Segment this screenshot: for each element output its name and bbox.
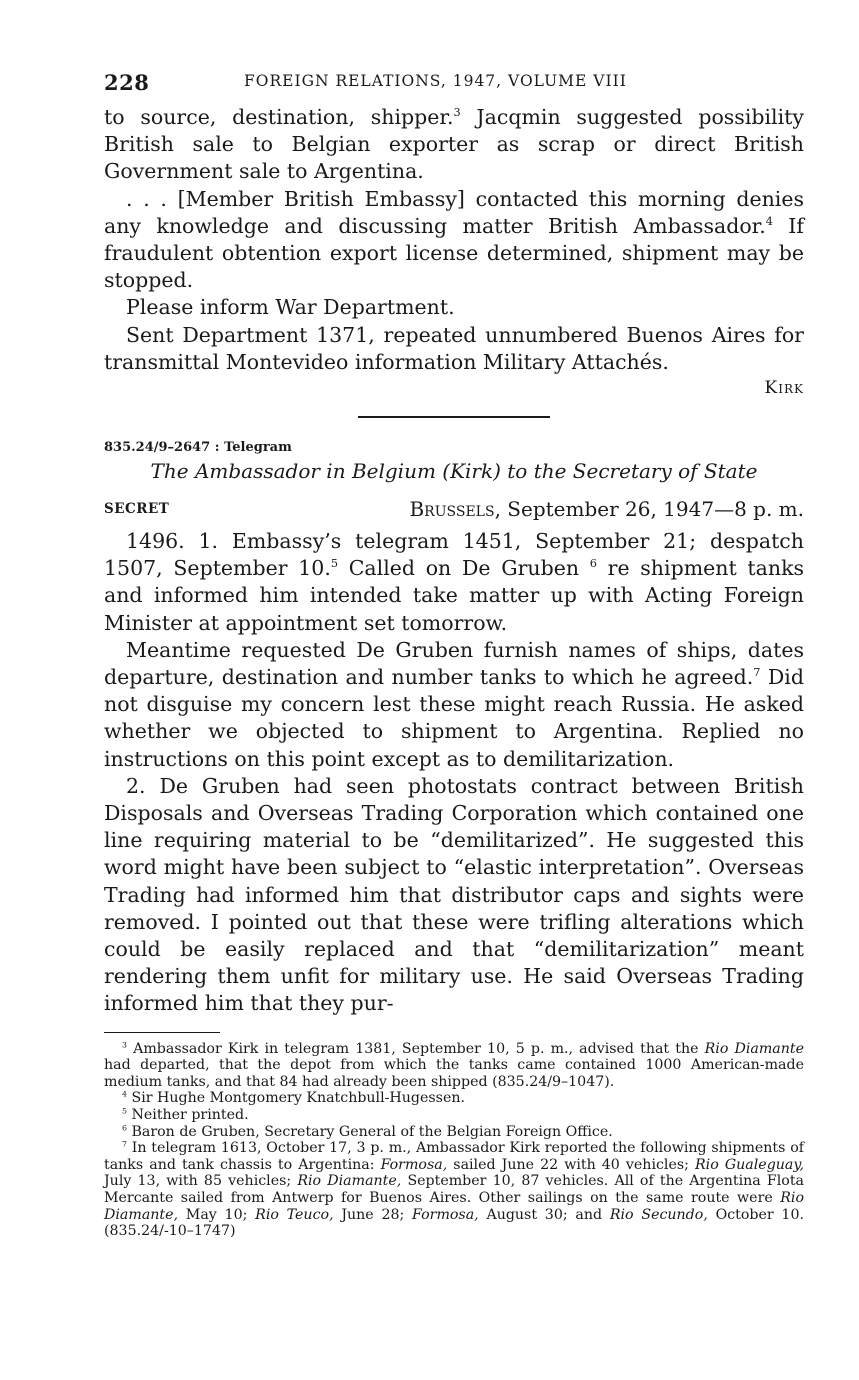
paragraph: Please inform War Department.: [126, 295, 455, 320]
text-run: Neither printed.: [126, 1107, 249, 1124]
footnote: [104, 1041, 804, 1091]
text-run: September 10, 87 vehicles. All of the Argentina Flota Mercante sailed from Antwerp for Buenos Aires. Other sailings on the same route were: [104, 1173, 804, 1207]
italic-text: Rio Diamante,: [297, 1173, 402, 1190]
italic-text: Rio Secundo,: [609, 1206, 708, 1223]
text-run: July 13, with 85 vehicles;: [104, 1173, 298, 1190]
paragraph: [104, 773, 804, 1018]
file-reference: 835.24/9–2647 : Telegram: [104, 440, 292, 456]
text-run: had departed, that the depot from which the tanks came contained 1000 American-made medium tanks, and that 84 had already been shipped (835.24/9–1047).: [104, 1057, 804, 1090]
paragraph: Sent Department 1371, repeated unnumbered Buenos Aires for transmittal Montevideo information Military Attachés.: [104, 322, 804, 374]
footnote: [104, 1140, 804, 1240]
text-run: October 10. (835.24/-10–1747): [104, 1206, 804, 1240]
text-run: Meantime requested De Gruben furnish names of ships, dates departure, destination and number tanks to which he agreed.: [104, 637, 804, 690]
footnote-marker: 5: [330, 557, 339, 571]
page: [104, 70, 804, 1240]
footnote-marker: 6: [122, 1122, 127, 1132]
italic-text: Rio Gualeguay,: [695, 1156, 805, 1173]
footnote-marker: 6: [589, 557, 597, 571]
dateline: [104, 497, 804, 524]
footnote-divider: [104, 1032, 220, 1033]
footnote-marker: 5: [122, 1106, 127, 1116]
text-run: re shipment tanks and informed him intended take matter up with Acting Foreign Minister at appointment set tomorrow.: [104, 556, 805, 635]
text-run: Did not disguise my concern lest these might reach Russia. He asked whether we objected to shipment to Argentina. Replied no instructions on this point except as to demilitarization.: [104, 665, 804, 771]
italic-text: Rio Teuco,: [255, 1206, 334, 1223]
italic-text: Rio Diamante,: [104, 1190, 804, 1223]
prev-document-body: [104, 104, 804, 376]
footnote: [104, 1090, 804, 1107]
place-and-date: [409, 497, 804, 521]
running-head: [104, 70, 804, 104]
footnote-marker: 7: [122, 1139, 127, 1149]
text-run: May 10;: [178, 1206, 256, 1223]
text-run: Ambassador Kirk in telegram 1381, September 10, 5 p. m., advised that the: [126, 1040, 705, 1057]
footnote-marker: 4: [122, 1089, 127, 1099]
page-number: 228: [104, 70, 150, 95]
text-run: June 28;: [333, 1206, 413, 1223]
text-run: 1496. 1. Embassy’s telegram 1451, September 21; despatch 1507, September 10.: [104, 529, 804, 581]
classification: SECRET: [104, 501, 170, 518]
text-run: 2. De Gruben had seen photostats contract between British Disposals and Overseas Trading Corporation which contained one line requiring material to be “demilitarized”. He suggested this word might have been subject to “elastic interpretation”. Overseas Trading had informed him that distributor caps and sights were removed. I pointed out that these were trifling alterations which could be easily replaced and that “demilitarization” meant rendering them unfit for military use. He said Overseas Trading informed him that they pur-: [104, 773, 804, 1016]
document-heading: The Ambassador in Belgium (Kirk) to the Secretary of State: [150, 459, 758, 484]
italic-text: Rio Diamante: [704, 1040, 804, 1057]
footnotes: [104, 1041, 804, 1240]
paragraph: [104, 637, 804, 773]
date-time: , September 26, 1947—8 p. m.: [494, 497, 804, 522]
signature: Kirk: [764, 378, 804, 399]
text-run: sailed June 22 with 40 vehicles;: [447, 1156, 695, 1173]
paragraph: . . . [Member British Embassy] contacted this morning denies any knowledge and discussing matter British Ambassador.$^4$ If fraudulent obtention export license determined, shipment may be stopped.: [104, 186, 804, 293]
italic-text: Formosa,: [380, 1156, 448, 1173]
section-divider: [358, 416, 550, 418]
document-body: [104, 528, 804, 1018]
text-run: Baron de Gruben, Secretary General of the Belgian Foreign Office.: [126, 1123, 613, 1140]
text-run: Called on De Gruben: [338, 556, 590, 581]
city: Brussels: [409, 497, 495, 522]
paragraph: [104, 528, 804, 637]
paragraph: to source, destination, shipper.$^3$ Jacqmin suggested possibility British sale to Belgian exporter as scrap or direct British Government sale to Argentina.: [104, 105, 804, 184]
footnote-marker: 3: [122, 1039, 127, 1049]
footnote-marker: 7: [753, 666, 761, 680]
footnote: [104, 1124, 804, 1141]
text-run: August 30; and: [478, 1206, 610, 1223]
text-run: Sir Hughe Montgomery Knatchbull-Hugessen.: [126, 1090, 466, 1107]
running-title: FOREIGN RELATIONS, 1947, VOLUME VIII: [244, 72, 627, 90]
text-run: In telegram 1613, October 17, 3 p. m., Ambassador Kirk reported the following shipments of tanks and tank chassis to Argentina:: [104, 1140, 804, 1173]
footnote: [104, 1107, 804, 1124]
italic-text: Formosa,: [412, 1206, 479, 1223]
